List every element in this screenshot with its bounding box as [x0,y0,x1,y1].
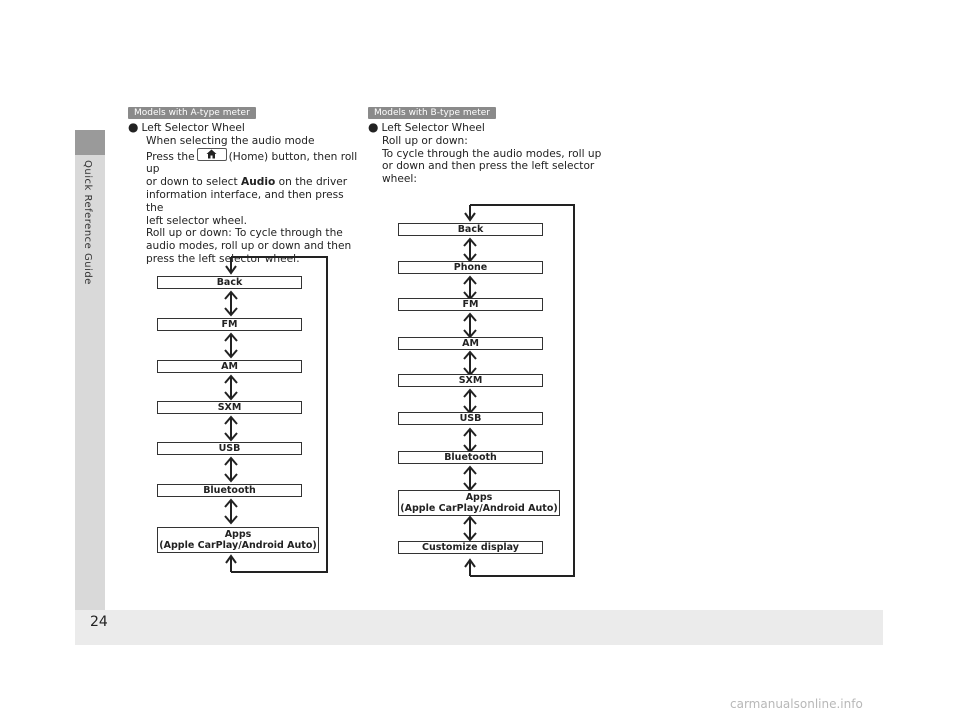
double-arrow-icon [225,334,237,357]
double-arrow-icon [464,314,476,337]
double-arrow-icon [225,458,237,481]
mode-box-am: AM [157,360,302,373]
sidebar-label: Quick Reference Guide [82,160,93,285]
bullet: ● [128,120,139,134]
left-line-1: When selecting the audio mode [146,134,315,147]
double-arrow-icon [225,417,237,440]
mode-box-fm: FM [157,318,302,331]
right-line-4: wheel: [382,173,417,186]
double-arrow-icon [225,500,237,523]
mode-box-apps [398,490,560,516]
left-line-5: left selector wheel. [146,214,247,227]
double-arrow-icon [464,429,476,452]
left-flow-lines [226,257,327,572]
double-arrow-icon [464,239,476,261]
left-line-3b: Audio [241,176,276,189]
mode-box-bluetooth: Bluetooth [157,484,302,497]
double-arrow-icon [464,467,476,490]
mode-box-sxm: SXM [398,374,543,387]
watermark: carmanualsonline.info [730,697,863,711]
apps-line-1: Apps [224,529,252,540]
double-arrow-icon [225,292,237,315]
bullet: ● [368,120,379,134]
double-arrow-icon [464,390,476,413]
left-line-2b: (Home) button, then roll up [146,150,358,176]
mode-box-customize-display: Customize display [398,541,543,554]
double-arrow-icon [225,376,237,399]
mode-box-usb: USB [157,442,302,455]
mode-box-fm: FM [398,298,543,311]
left-line-7: audio modes, roll up or down and then [146,240,352,253]
apps-line-2: (Apple CarPlay/Android Auto) [400,503,558,514]
double-arrow-icon [464,277,476,299]
left-line-6: Roll up or down: To cycle through the [146,227,343,240]
apps-line-1: Apps [465,492,493,503]
right-line-3: or down and then press the left selector [382,160,595,173]
mode-box-phone: Phone [398,261,543,274]
double-arrow-icon [464,352,476,375]
right-line-1: Roll up or down: [382,134,468,147]
left-line-8: press the left selector wheel: [146,252,300,265]
mode-box-back: Back [157,276,302,289]
badge-b-type: Models with B-type meter [368,107,496,119]
right-heading: Left Selector Wheel [381,122,485,134]
mode-box-back: Back [398,223,543,236]
right-line-2: To cycle through the audio modes, roll up [382,147,602,160]
page-number: 24 [90,614,108,630]
left-heading: Left Selector Wheel [141,122,245,134]
mode-box-am: AM [398,337,543,350]
mode-box-bluetooth: Bluetooth [398,451,543,464]
mode-box-apps [157,527,319,553]
badge-a-type: Models with A-type meter [128,107,256,119]
double-arrow-icon [464,517,476,540]
left-line-4: information interface, and then press the [146,188,344,214]
mode-box-sxm: SXM [157,401,302,414]
apps-line-2: (Apple CarPlay/Android Auto) [159,540,317,551]
left-line-2a: Press the [146,150,195,163]
left-line-3c: on the driver [278,176,348,189]
left-line-3a: or down to select [146,176,238,189]
mode-box-usb: USB [398,412,543,425]
